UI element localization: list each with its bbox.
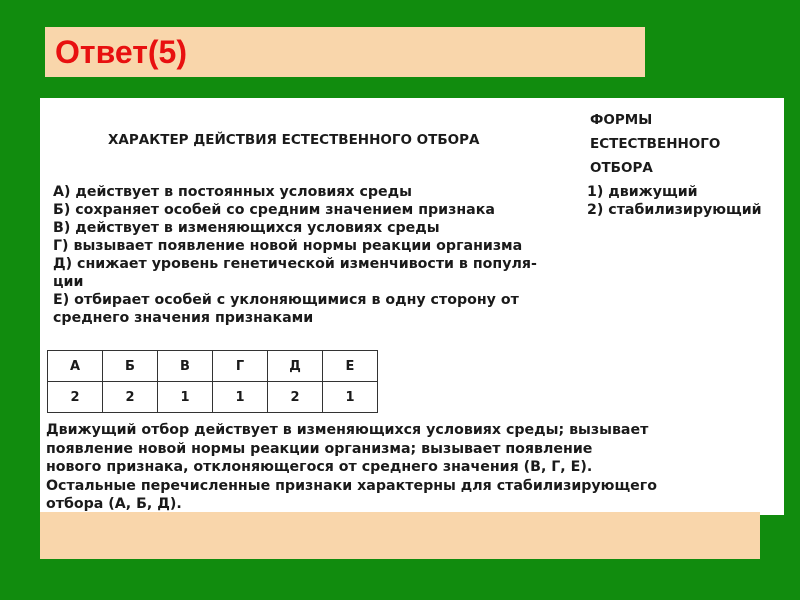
table-header-cell: Е	[323, 351, 378, 382]
list-item: ции	[53, 274, 84, 290]
slide-title: Ответ(5)	[55, 34, 187, 70]
column-header-characteristic: ХАРАКТЕР ДЕЙСТВИЯ ЕСТЕСТВЕННОГО ОТБОРА	[108, 132, 480, 148]
header-line: ФОРМЫ	[590, 112, 653, 128]
list-item: Г) вызывает появление новой нормы реакции организма	[53, 238, 523, 254]
table-cell: 1	[323, 382, 378, 413]
list-item: Д) снижает уровень генетической изменчивости в популя-	[53, 256, 537, 272]
title-bar	[45, 27, 645, 77]
table-cell: 1	[158, 382, 213, 413]
explanation-line: Остальные перечисленные признаки характерны для стабилизирующего	[46, 477, 657, 494]
table-cell: 2	[103, 382, 158, 413]
table-header-cell: А	[48, 351, 103, 382]
table-row	[48, 382, 378, 413]
explanation-line: Движущий отбор действует в изменяющихся условиях среды; вызывает	[46, 422, 649, 438]
answer-table	[47, 350, 378, 413]
explanation-line: нового признака, отклоняющегося от среднего значения (В, Г, Е).	[46, 459, 593, 475]
list-item: Е) отбирает особей с уклоняющимися в одну сторону от	[53, 292, 519, 308]
explanation-line: отбора (А, Б, Д).	[46, 496, 182, 512]
table-cell: 1	[213, 382, 268, 413]
list-item: Б) сохраняет особей со средним значением признака	[53, 202, 495, 218]
table-header-cell: Д	[268, 351, 323, 382]
forms-list	[587, 183, 762, 219]
header-line: ЕСТЕСТВЕННОГО	[590, 136, 721, 152]
characteristics-list	[53, 183, 537, 327]
table-cell: 2	[48, 382, 103, 413]
column-header-forms	[590, 108, 720, 180]
list-item: А) действует в постоянных условиях среды	[53, 184, 412, 200]
table-header-cell: Б	[103, 351, 158, 382]
explanation-text	[46, 421, 736, 514]
form-item: 2) стабилизирующий	[587, 202, 762, 218]
explanation-line: появление новой нормы реакции организма; вызывает появление	[46, 440, 593, 457]
bottom-panel	[40, 512, 760, 559]
table-header-cell: В	[158, 351, 213, 382]
form-item: 1) движущий	[587, 184, 698, 200]
table-header-cell: Г	[213, 351, 268, 382]
list-item: среднего значения признаками	[53, 310, 314, 326]
table-header-row	[48, 351, 378, 382]
document-image	[40, 98, 784, 515]
list-item: В) действует в изменяющихся условиях среды	[53, 220, 440, 236]
table-cell: 2	[268, 382, 323, 413]
header-line: ОТБОРА	[590, 160, 653, 176]
